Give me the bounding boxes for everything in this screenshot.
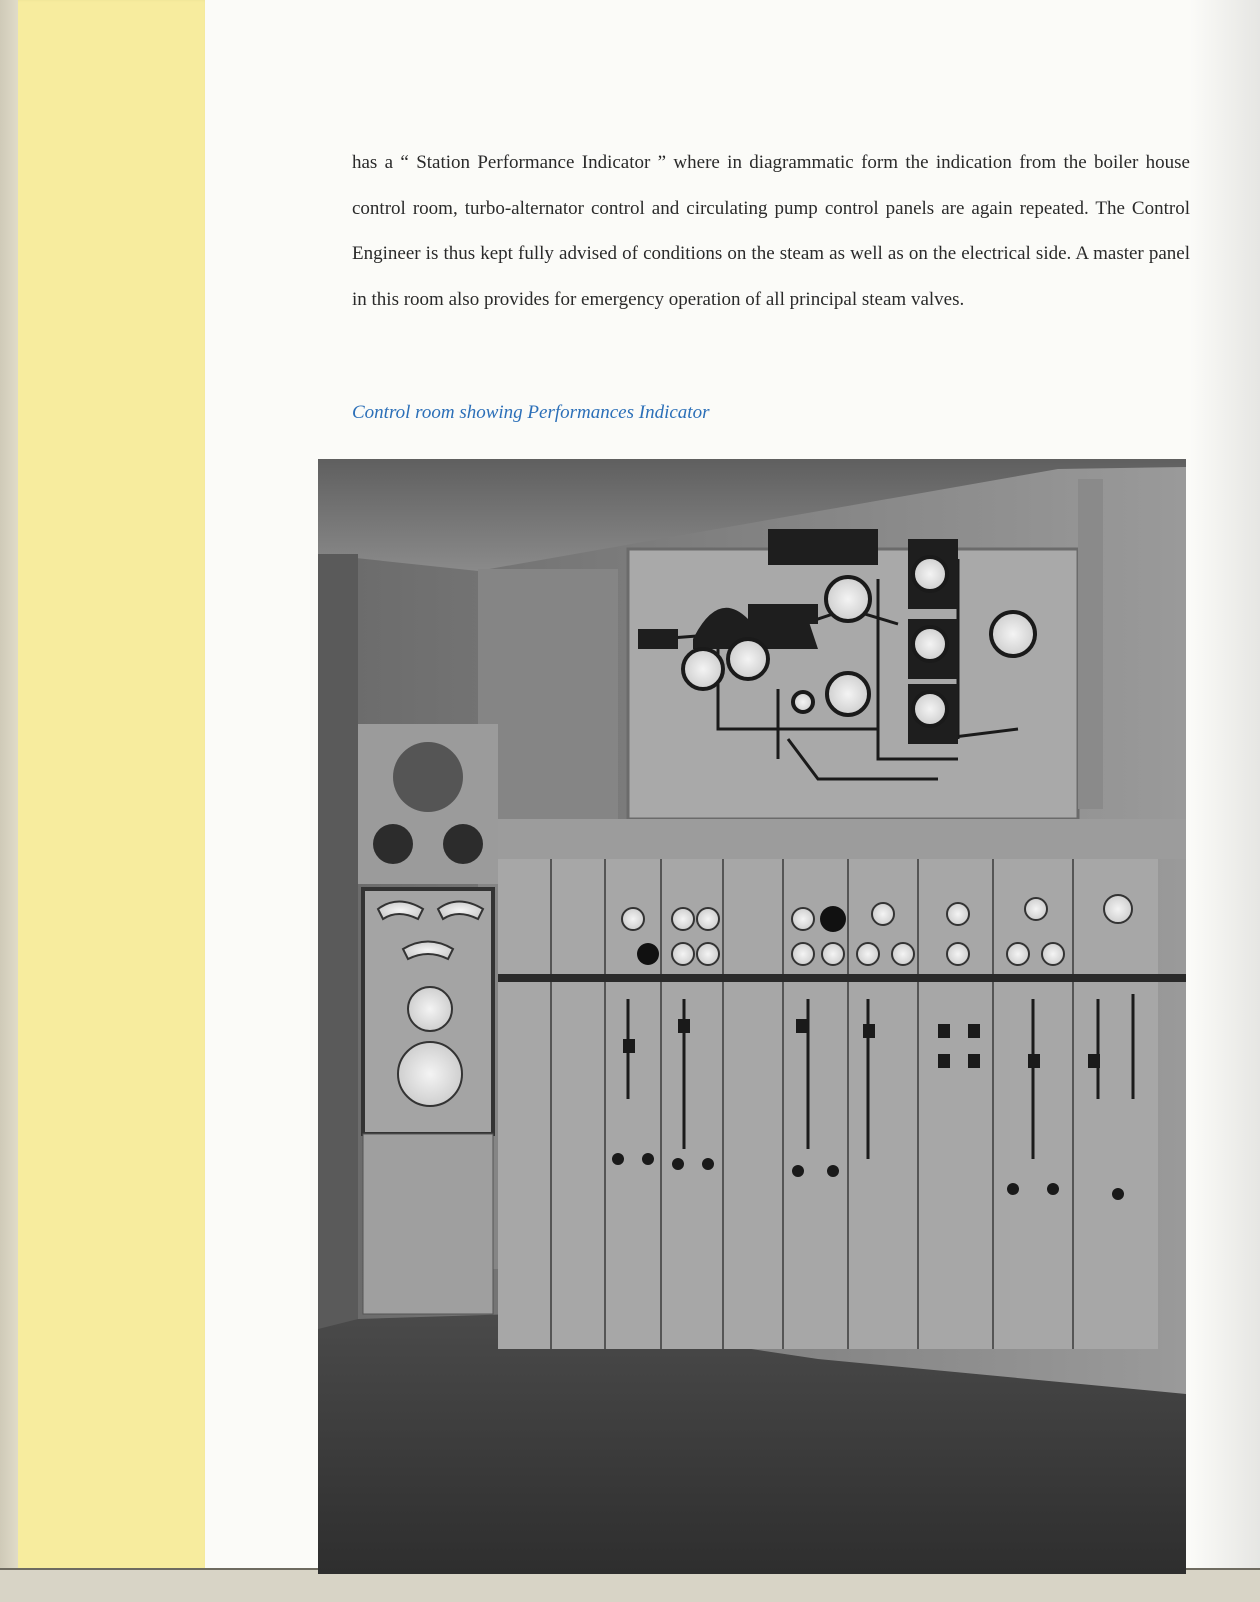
body-text [352,140,1190,322]
photo-caption: Control room showing Performances Indicator [352,402,710,423]
control-room-photo [318,459,1186,1574]
yellow-flap [18,0,208,1570]
paragraph: has a “ Station Performance Indicator ” where in diagrammatic form the indication from the boiler house control room, turbo-alternator control and circulating pump control panels are again repeated. The Control Engineer is thus kept fully advised of conditions on the steam as well as on the electrical side. A master panel in this room also provides for emergency operation of all principal steam valves. [352,152,1190,310]
